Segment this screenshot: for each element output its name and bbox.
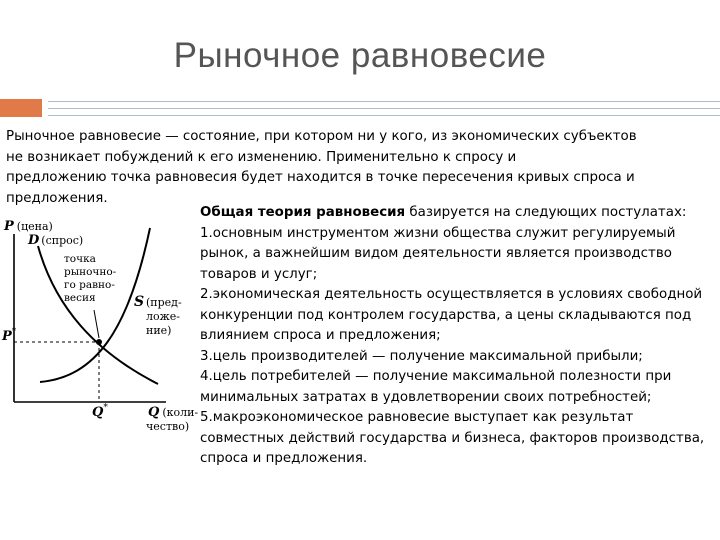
header-rule bbox=[48, 101, 720, 102]
intro-line-1 bbox=[6, 127, 706, 148]
quantity-axis-label bbox=[148, 405, 198, 420]
header-rule bbox=[48, 115, 720, 116]
theory-lead bbox=[200, 203, 715, 224]
postulate-2: 2.экономическая деятельность осуществляется в условиях свободной конкуренции под контролем государства, а цены складываются под влиянием спроса и предложения; bbox=[200, 287, 703, 343]
point-label-line-4: весия bbox=[64, 292, 96, 304]
price-axis-word: (цена) bbox=[16, 220, 53, 233]
intro-line-2: не возникает побуждений к его изменению. Применительно к спросу и bbox=[6, 149, 517, 165]
demand-label bbox=[27, 233, 83, 248]
quantity-axis-word-2: чество) bbox=[146, 420, 190, 433]
price-axis-letter: P bbox=[4, 219, 14, 234]
header-rule bbox=[48, 108, 720, 109]
intro-term: Рыночное равновесие bbox=[6, 129, 161, 144]
intro-line-3: предложению точка равновесия будет находится в точке пересечения кривых спроса и bbox=[6, 170, 635, 185]
postulate-5: 5.макроэкономическое равновесие выступает как результат совместных действий государства и бизнеса, факторов производства, спроса и предложения. bbox=[200, 410, 705, 466]
price-axis-label bbox=[3, 219, 53, 234]
q-star-mark: * bbox=[103, 403, 108, 413]
p-star-letter: P bbox=[2, 329, 12, 344]
point-label-line-2: рыночно- bbox=[64, 266, 117, 278]
q-star-letter: Q bbox=[92, 405, 104, 420]
equilibrium-point bbox=[96, 339, 102, 345]
quantity-axis-letter: Q bbox=[148, 405, 160, 420]
intro-line-4: предложения. bbox=[6, 190, 108, 206]
supply-word-3: ние) bbox=[146, 324, 172, 337]
point-label-line-3: го равно- bbox=[64, 279, 115, 291]
equilibrium-graph bbox=[0, 212, 200, 440]
slide-title: Рыночное равновесие bbox=[173, 36, 547, 75]
postulate-3: 3.цель производителей — получение максимальной прибыли; bbox=[200, 348, 643, 364]
supply-letter: S bbox=[134, 294, 145, 310]
theory-lead-rest: базируется на следующих постулатах: bbox=[405, 205, 687, 220]
point-label-line-1: точка bbox=[64, 253, 96, 265]
supply-word-1: (пред- bbox=[146, 296, 182, 309]
intro-paragraph bbox=[6, 127, 706, 209]
postulate-1: 1.основным инструментом жизни общества служит регулируемый рынок, а важнейшим видом деятельности является производство товаров и услуг; bbox=[200, 225, 676, 282]
supply-word-2: ложе- bbox=[146, 310, 180, 323]
theory-block bbox=[200, 203, 715, 470]
postulate-4: 4.цель потребителей — получение максимальной полезности при минимальных затратах в удовлетворении своих потребностей; bbox=[200, 369, 672, 405]
demand-letter: D bbox=[28, 233, 40, 248]
intro-line-1-rest: — состояние, при котором ни у кого, из экономических субъектов bbox=[160, 129, 637, 144]
label-pointer bbox=[94, 310, 99, 338]
accent-block bbox=[0, 99, 42, 117]
equilibrium-quantity-label bbox=[92, 403, 108, 420]
demand-word: (спрос) bbox=[41, 234, 84, 247]
p-star-mark: * bbox=[11, 327, 17, 337]
theory-lead-bold: Общая теория равновесия bbox=[200, 205, 406, 220]
quantity-axis-word-1: (коли- bbox=[162, 406, 199, 419]
